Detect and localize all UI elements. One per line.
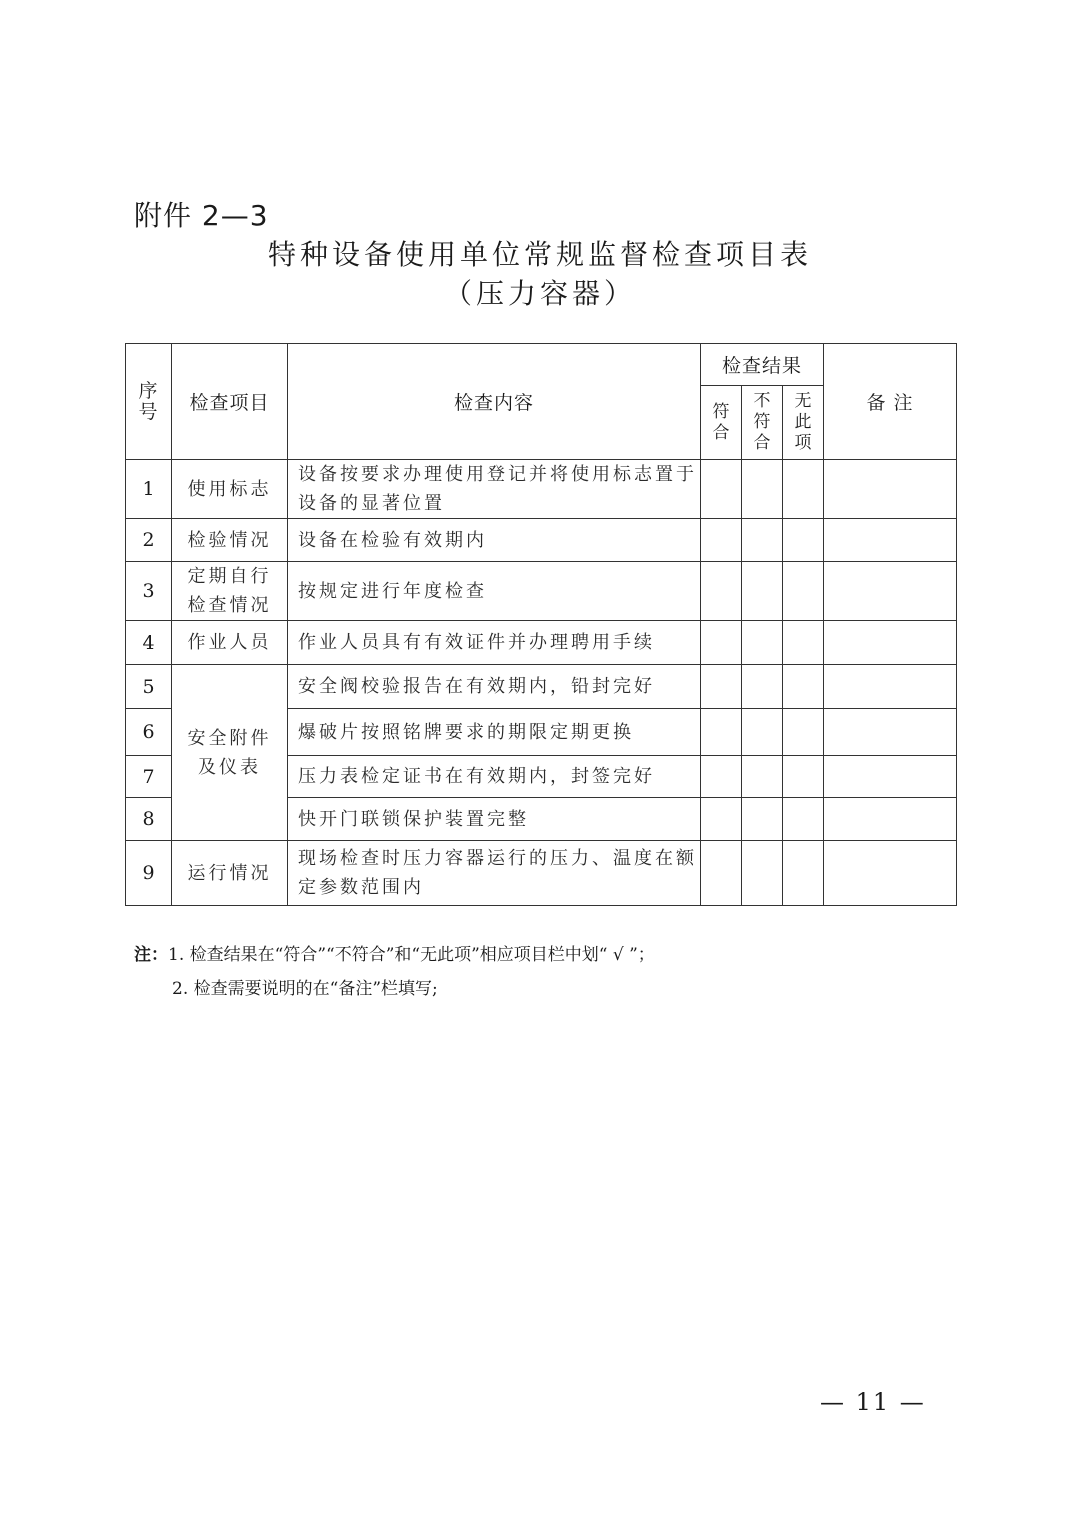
row-seq: 6 (126, 709, 172, 756)
na-cell[interactable] (783, 519, 824, 562)
attachment-label: 附件 2—3 (134, 199, 269, 232)
na-cell[interactable] (783, 665, 824, 709)
header-result: 检查结果 (701, 344, 824, 386)
nonconform-cell[interactable] (742, 798, 783, 841)
table-row (126, 519, 957, 562)
nonconform-cell[interactable] (742, 756, 783, 798)
nonconform-cell[interactable] (742, 519, 783, 562)
inspection-table (125, 343, 957, 906)
notes-section (134, 938, 655, 1006)
row-item: 使用标志 (172, 460, 288, 519)
row-seq: 5 (126, 665, 172, 709)
remark-cell[interactable] (824, 665, 957, 709)
table-row (126, 562, 957, 621)
nonconform-cell[interactable] (742, 841, 783, 906)
row-content: 设备按要求办理使用登记并将使用标志置于设备的显著位置 (288, 460, 701, 519)
conform-cell[interactable] (701, 665, 742, 709)
row-seq: 9 (126, 841, 172, 906)
nonconform-cell[interactable] (742, 460, 783, 519)
row-seq: 3 (126, 562, 172, 621)
header-content: 检查内容 (288, 344, 701, 460)
document-title: 特种设备使用单位常规监督检查项目表 (267, 238, 812, 271)
remark-cell[interactable] (824, 709, 957, 756)
nonconform-cell[interactable] (742, 665, 783, 709)
row-content: 按规定进行年度检查 (288, 562, 701, 621)
remark-cell[interactable] (824, 562, 957, 621)
conform-cell[interactable] (701, 841, 742, 906)
note-line-2: 2. 检查需要说明的在“备注”栏填写; (172, 979, 438, 999)
row-content: 爆破片按照铭牌要求的期限定期更换 (288, 709, 701, 756)
header-item: 检查项目 (172, 344, 288, 460)
row-content: 压力表检定证书在有效期内，封签完好 (288, 756, 701, 798)
header-seq: 序号 (126, 344, 172, 460)
note-text-1: 1. 检查结果在“符合”“不符合”和“无此项”相应项目栏中划“ √ ”； (168, 945, 655, 965)
remark-cell[interactable] (824, 798, 957, 841)
header-remark: 备 注 (824, 344, 957, 460)
page-number: — 11 — (820, 1388, 926, 1416)
row-content: 现场检查时压力容器运行的压力、温度在额定参数范围内 (288, 841, 701, 906)
header-nonconform: 不符合 (742, 386, 783, 460)
row-item: 检验情况 (172, 519, 288, 562)
header-row-1 (126, 344, 957, 386)
row-content: 作业人员具有有效证件并办理聘用手续 (288, 621, 701, 665)
na-cell[interactable] (783, 709, 824, 756)
na-cell[interactable] (783, 460, 824, 519)
row-item: 作业人员 (172, 621, 288, 665)
row-content: 设备在检验有效期内 (288, 519, 701, 562)
row-seq: 2 (126, 519, 172, 562)
conform-cell[interactable] (701, 798, 742, 841)
row-seq: 8 (126, 798, 172, 841)
remark-cell[interactable] (824, 621, 957, 665)
nonconform-cell[interactable] (742, 621, 783, 665)
header-na: 无此项 (783, 386, 824, 460)
na-cell[interactable] (783, 841, 824, 906)
nonconform-cell[interactable] (742, 709, 783, 756)
row-seq: 4 (126, 621, 172, 665)
table-row (126, 841, 957, 906)
conform-cell[interactable] (701, 562, 742, 621)
row-item: 运行情况 (172, 841, 288, 906)
conform-cell[interactable] (701, 756, 742, 798)
nonconform-cell[interactable] (742, 562, 783, 621)
remark-cell[interactable] (824, 756, 957, 798)
conform-cell[interactable] (701, 621, 742, 665)
row-seq: 7 (126, 756, 172, 798)
header-conform: 符合 (701, 386, 742, 460)
row-item: 定期自行检查情况 (172, 562, 288, 621)
na-cell[interactable] (783, 756, 824, 798)
row-content: 安全阀校验报告在有效期内，铅封完好 (288, 665, 701, 709)
na-cell[interactable] (783, 621, 824, 665)
table-row (126, 621, 957, 665)
na-cell[interactable] (783, 562, 824, 621)
remark-cell[interactable] (824, 460, 957, 519)
row-content: 快开门联锁保护装置完整 (288, 798, 701, 841)
row-item: 安全附件及仪表 (172, 665, 288, 841)
na-cell[interactable] (783, 798, 824, 841)
conform-cell[interactable] (701, 460, 742, 519)
remark-cell[interactable] (824, 841, 957, 906)
table-row (126, 460, 957, 519)
note-line-1 (134, 938, 655, 972)
document-subtitle: （压力容器） (443, 277, 636, 310)
table-row (126, 665, 957, 709)
row-seq: 1 (126, 460, 172, 519)
conform-cell[interactable] (701, 709, 742, 756)
conform-cell[interactable] (701, 519, 742, 562)
remark-cell[interactable] (824, 519, 957, 562)
notes-label: 注： (134, 945, 168, 965)
